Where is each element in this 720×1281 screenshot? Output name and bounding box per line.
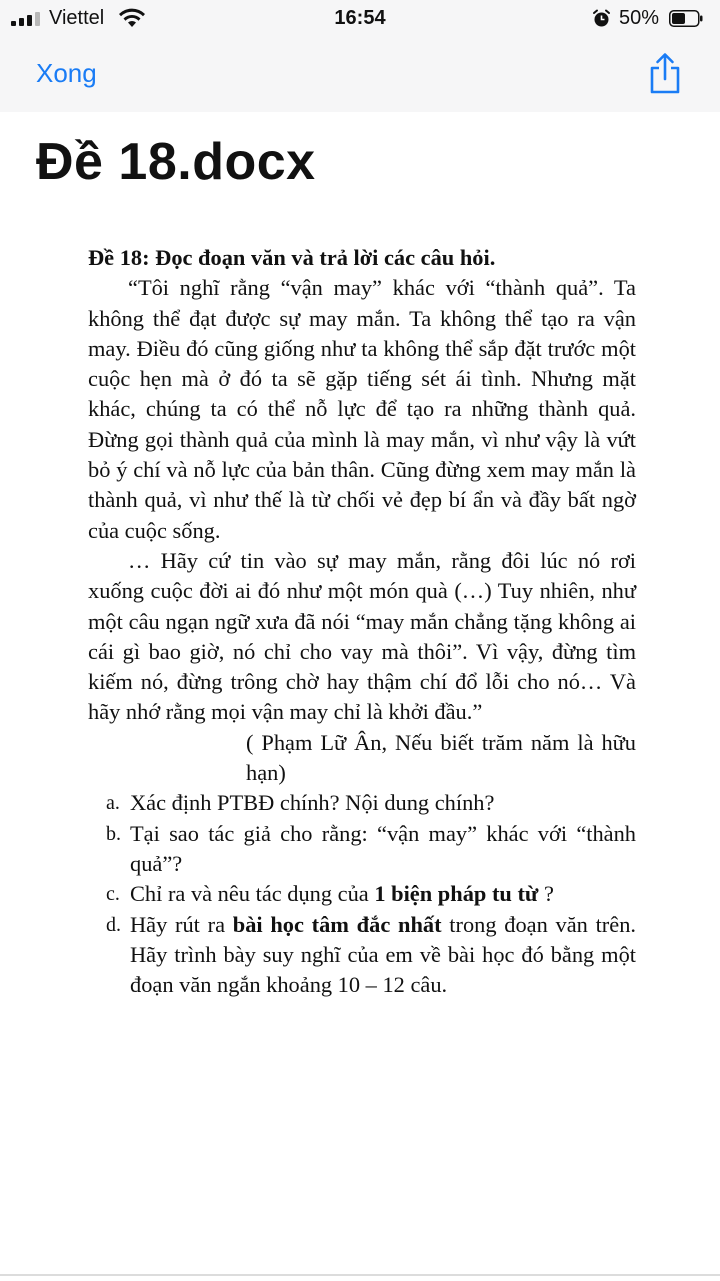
question-text-post: trong đoạn văn trên. Hãy trình bày suy nghĩ của em về bài học đó bằng một đoạn văn ngắn khoảng 10 – 12 câu. — [130, 911, 636, 998]
question-a — [106, 788, 636, 818]
document-content — [88, 243, 636, 1000]
question-text-bold: 1 biện pháp tu từ — [374, 881, 539, 907]
question-text — [130, 910, 636, 1001]
battery-percent: 50% — [619, 7, 660, 29]
question-label: b. — [106, 822, 121, 845]
carrier-name: Viettel — [49, 7, 105, 29]
question-label: c. — [106, 883, 120, 906]
paragraph-1: “Tôi nghĩ rằng “vận may” khác với “thành quả”. Ta không thể đạt được sự may mắn. Ta không thể tạo ra vận may. Điều đó cũng giống như ta không thể sắp đặt trước một cuộc hẹn mà ở đó ta sẽ gặp tiếng sét ái tình. Nhưng mặt khác, chúng ta có thể nỗ lực để tạo ra những thành quả. Đừng gọi thành quả của mình là may mắn, vì như vậy là vứt bỏ ý chí và nỗ lực của bản thân. Cũng đừng xem may mắn là thành quả, vì như thế là từ chối vẻ đẹp bí ẩn và đầy bất ngờ của cuộc sống. — [88, 275, 636, 543]
page-divider — [0, 1274, 720, 1276]
top-bar — [0, 0, 720, 112]
question-b — [106, 819, 636, 880]
question-d — [106, 910, 636, 1001]
status-bar — [0, 0, 720, 38]
question-c — [106, 879, 636, 909]
question-text: Tại sao tác giả cho rằng: “vận may” khác với “thành quả”? — [130, 820, 636, 876]
citation: ( Phạm Lữ Ân, Nếu biết trăm năm là hữu hạn) — [246, 729, 636, 786]
question-text-post: ? — [538, 881, 554, 907]
question-text — [130, 879, 636, 909]
document-heading: Đề 18: Đọc đoạn văn và trả lời các câu hỏi. — [88, 245, 496, 270]
paragraph-2: … Hãy cứ tin vào sự may mắn, rằng đôi lúc nó rơi xuống cuộc đời ai đó như một món quà (…) Tuy nhiên, như một câu ngạn ngữ xưa đã nói “may mắn chẳng tặng không ai cái gì bao giờ, nó chỉ cho vay mà thôi”. Vì vậy, đừng tìm kiếm nó, đừng trông chờ hay thậm chí đổ lỗi cho nó… Và hãy nhớ rằng mọi vận may chỉ là khởi đầu.” — [88, 547, 636, 725]
done-button[interactable]: Xong — [36, 58, 97, 88]
share-icon[interactable] — [646, 52, 684, 94]
question-text: Xác định PTBĐ chính? Nội dung chính? — [130, 790, 495, 816]
question-label: d. — [106, 913, 121, 936]
document-title: Đề 18.docx — [36, 133, 316, 191]
question-text-pre: Chỉ ra và nêu tác dụng của — [130, 881, 375, 907]
question-text-bold: bài học tâm đắc nhất — [232, 911, 442, 937]
question-text-pre: Hãy rút ra — [130, 911, 233, 937]
question-label: a. — [106, 792, 120, 815]
status-time: 16:54 — [334, 7, 386, 29]
alarm-icon — [592, 9, 611, 28]
battery-icon — [669, 10, 703, 27]
